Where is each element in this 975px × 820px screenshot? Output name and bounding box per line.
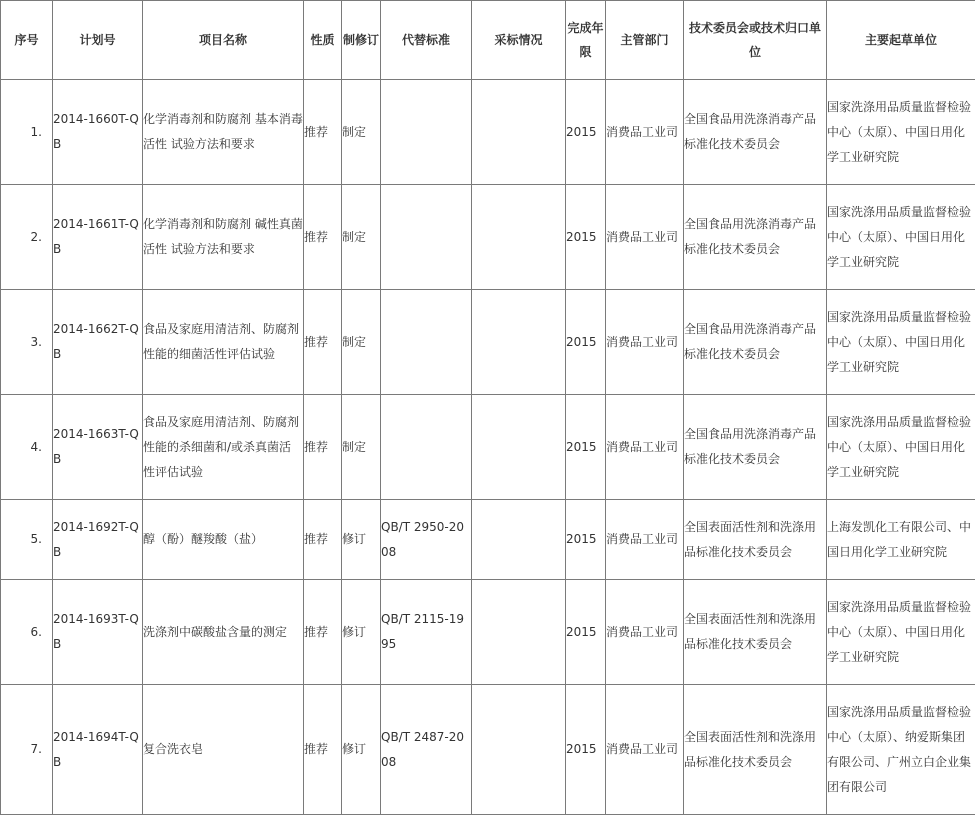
- cell-replaced-standard: QB/T 2950-2008: [381, 500, 472, 580]
- header-replaced-standard: 代替标准: [381, 1, 472, 80]
- header-project-name: 项目名称: [143, 1, 304, 80]
- table-row: [1, 80, 975, 185]
- header-nature: 性质: [304, 1, 342, 80]
- cell-plan-no: 2014-1694T-QB: [53, 685, 143, 815]
- cell-seq: 6.: [1, 580, 53, 685]
- table-row: [1, 395, 975, 500]
- cell-revision: 制定: [342, 80, 381, 185]
- cell-plan-no: 2014-1692T-QB: [53, 500, 143, 580]
- cell-drafter: 国家洗涤用品质量监督检验中心（太原）、中国日用化学工业研究院: [827, 290, 975, 395]
- table-header-row: [1, 1, 975, 80]
- cell-adoption: [472, 80, 566, 185]
- cell-department: 消费品工业司: [606, 580, 684, 685]
- cell-project-name: 醇（酚）醚羧酸（盐）: [143, 500, 304, 580]
- table-row: [1, 580, 975, 685]
- cell-nature: 推荐: [304, 685, 342, 815]
- cell-adoption: [472, 290, 566, 395]
- cell-seq: 5.: [1, 500, 53, 580]
- cell-drafter: 国家洗涤用品质量监督检验中心（太原）、中国日用化学工业研究院: [827, 80, 975, 185]
- cell-deadline: 2015: [566, 395, 606, 500]
- cell-nature: 推荐: [304, 500, 342, 580]
- header-drafter: 主要起草单位: [827, 1, 975, 80]
- cell-project-name: 化学消毒剂和防腐剂 碱性真菌活性 试验方法和要求: [143, 185, 304, 290]
- cell-project-name: 食品及家庭用清洁剂、防腐剂性能的杀细菌和/或杀真菌活性评估试验: [143, 395, 304, 500]
- cell-revision: 修订: [342, 685, 381, 815]
- header-adoption: 采标情况: [472, 1, 566, 80]
- cell-revision: 制定: [342, 395, 381, 500]
- cell-nature: 推荐: [304, 395, 342, 500]
- cell-department: 消费品工业司: [606, 185, 684, 290]
- header-seq: 序号: [1, 1, 53, 80]
- table-row: [1, 500, 975, 580]
- header-plan-no: 计划号: [53, 1, 143, 80]
- cell-department: 消费品工业司: [606, 80, 684, 185]
- cell-replaced-standard: QB/T 2487-2008: [381, 685, 472, 815]
- cell-project-name: 复合洗衣皂: [143, 685, 304, 815]
- cell-adoption: [472, 685, 566, 815]
- cell-adoption: [472, 500, 566, 580]
- cell-deadline: 2015: [566, 80, 606, 185]
- cell-project-name: 化学消毒剂和防腐剂 基本消毒活性 试验方法和要求: [143, 80, 304, 185]
- cell-department: 消费品工业司: [606, 290, 684, 395]
- cell-department: 消费品工业司: [606, 685, 684, 815]
- cell-plan-no: 2014-1663T-QB: [53, 395, 143, 500]
- cell-revision: 修订: [342, 580, 381, 685]
- cell-committee: 全国表面活性剂和洗涤用品标准化技术委员会: [684, 580, 827, 685]
- table-row: [1, 185, 975, 290]
- cell-seq: 3.: [1, 290, 53, 395]
- cell-nature: 推荐: [304, 80, 342, 185]
- cell-revision: 修订: [342, 500, 381, 580]
- cell-committee: 全国食品用洗涤消毒产品标准化技术委员会: [684, 185, 827, 290]
- cell-plan-no: 2014-1693T-QB: [53, 580, 143, 685]
- header-committee: 技术委员会或技术归口单位: [684, 1, 827, 80]
- header-revision: 制修订: [342, 1, 381, 80]
- cell-project-name: 食品及家庭用清洁剂、防腐剂性能的细菌活性评估试验: [143, 290, 304, 395]
- cell-seq: 1.: [1, 80, 53, 185]
- header-department: 主管部门: [606, 1, 684, 80]
- cell-plan-no: 2014-1662T-QB: [53, 290, 143, 395]
- table-row: [1, 290, 975, 395]
- cell-drafter: 国家洗涤用品质量监督检验中心（太原）、纳爱斯集团有限公司、广州立白企业集团有限公司: [827, 685, 975, 815]
- cell-department: 消费品工业司: [606, 500, 684, 580]
- cell-adoption: [472, 580, 566, 685]
- cell-replaced-standard: [381, 80, 472, 185]
- cell-seq: 7.: [1, 685, 53, 815]
- cell-committee: 全国表面活性剂和洗涤用品标准化技术委员会: [684, 500, 827, 580]
- cell-replaced-standard: [381, 395, 472, 500]
- cell-revision: 制定: [342, 290, 381, 395]
- cell-revision: 制定: [342, 185, 381, 290]
- cell-deadline: 2015: [566, 580, 606, 685]
- cell-drafter: 上海发凯化工有限公司、中国日用化学工业研究院: [827, 500, 975, 580]
- cell-adoption: [472, 395, 566, 500]
- cell-committee: 全国食品用洗涤消毒产品标准化技术委员会: [684, 290, 827, 395]
- cell-department: 消费品工业司: [606, 395, 684, 500]
- cell-replaced-standard: [381, 185, 472, 290]
- cell-project-name: 洗涤剂中碳酸盐含量的测定: [143, 580, 304, 685]
- cell-plan-no: 2014-1660T-QB: [53, 80, 143, 185]
- cell-drafter: 国家洗涤用品质量监督检验中心（太原）、中国日用化学工业研究院: [827, 395, 975, 500]
- cell-replaced-standard: [381, 290, 472, 395]
- cell-committee: 全国食品用洗涤消毒产品标准化技术委员会: [684, 80, 827, 185]
- cell-nature: 推荐: [304, 580, 342, 685]
- table-row: [1, 685, 975, 815]
- cell-committee: 全国表面活性剂和洗涤用品标准化技术委员会: [684, 685, 827, 815]
- cell-seq: 4.: [1, 395, 53, 500]
- cell-drafter: 国家洗涤用品质量监督检验中心（太原）、中国日用化学工业研究院: [827, 185, 975, 290]
- cell-plan-no: 2014-1661T-QB: [53, 185, 143, 290]
- cell-committee: 全国食品用洗涤消毒产品标准化技术委员会: [684, 395, 827, 500]
- cell-deadline: 2015: [566, 500, 606, 580]
- cell-drafter: 国家洗涤用品质量监督检验中心（太原）、中国日用化学工业研究院: [827, 580, 975, 685]
- cell-nature: 推荐: [304, 185, 342, 290]
- cell-nature: 推荐: [304, 290, 342, 395]
- cell-deadline: 2015: [566, 185, 606, 290]
- cell-adoption: [472, 185, 566, 290]
- cell-deadline: 2015: [566, 685, 606, 815]
- header-deadline: 完成年限: [566, 1, 606, 80]
- cell-replaced-standard: QB/T 2115-1995: [381, 580, 472, 685]
- cell-deadline: 2015: [566, 290, 606, 395]
- cell-seq: 2.: [1, 185, 53, 290]
